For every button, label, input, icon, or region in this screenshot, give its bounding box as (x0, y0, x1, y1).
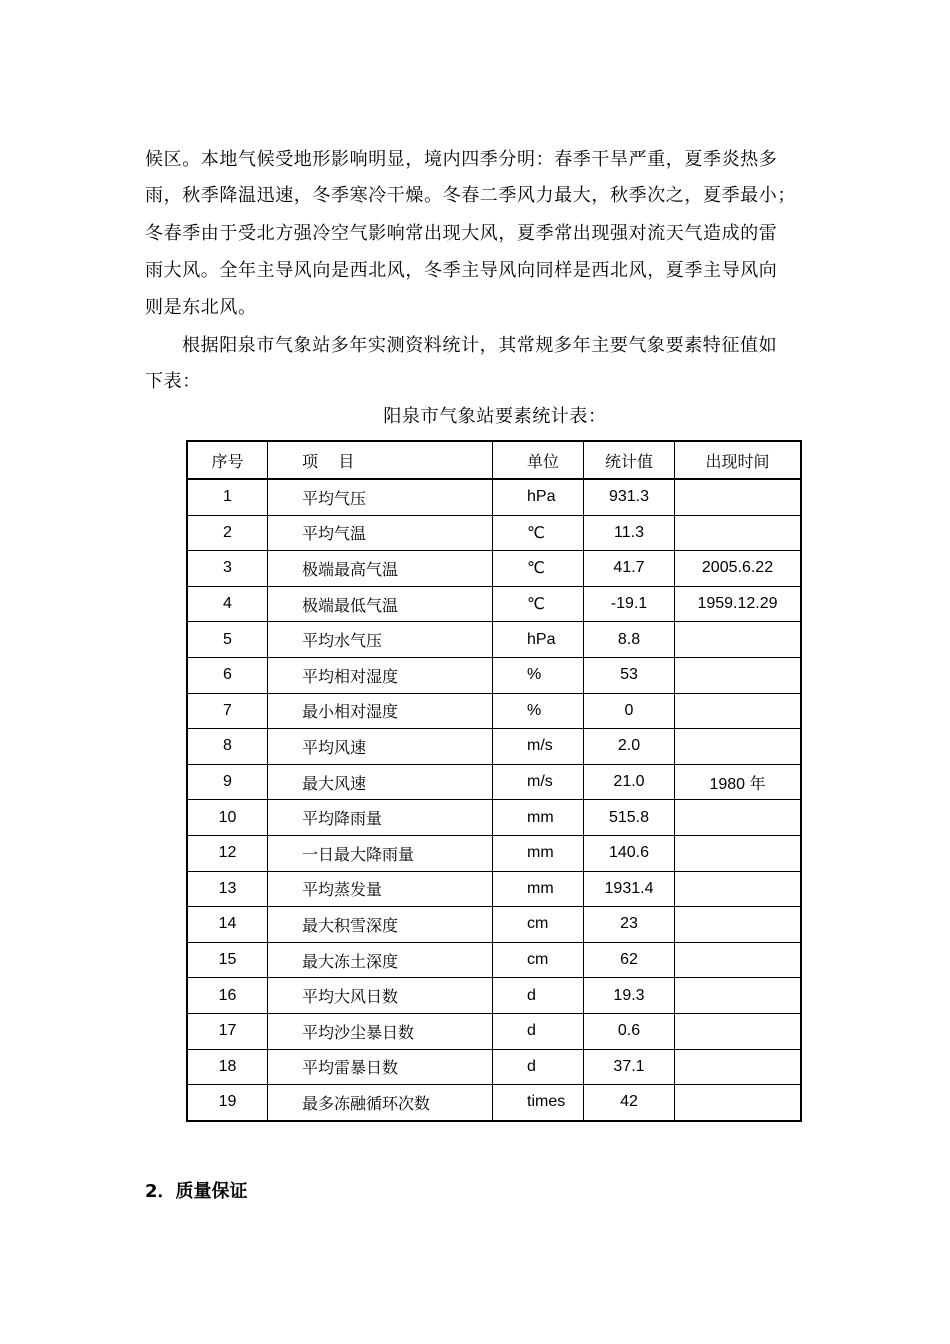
row-value: 140.6 (584, 835, 675, 871)
row-time (675, 657, 802, 693)
row-time (675, 729, 802, 765)
table-row (187, 1013, 801, 1049)
section-heading: 2．质量保证 (145, 1181, 248, 1202)
row-time (675, 978, 802, 1014)
row-value: 42 (584, 1085, 675, 1121)
row-item: 平均降雨量 (268, 800, 493, 836)
table-row (187, 1085, 801, 1121)
row-time (675, 907, 802, 943)
row-time (675, 871, 802, 907)
table-row (187, 942, 801, 978)
row-unit: ℃ (493, 515, 584, 551)
row-time (675, 515, 802, 551)
row-value: 21.0 (584, 764, 675, 800)
row-unit: mm (493, 871, 584, 907)
row-time: 1980 年 (675, 764, 802, 800)
row-item: 平均风速 (268, 729, 493, 765)
table-header-row (187, 441, 801, 479)
row-item: 平均雷暴日数 (268, 1049, 493, 1085)
header-unit: 单位 (493, 441, 584, 479)
row-time (675, 835, 802, 871)
paragraph-line: 则是东北风。 (145, 297, 257, 318)
row-unit: d (493, 1013, 584, 1049)
row-time (675, 622, 802, 658)
table-row (187, 515, 801, 551)
row-unit: d (493, 1049, 584, 1085)
row-value: -19.1 (584, 586, 675, 622)
row-number: 12 (187, 835, 268, 871)
row-item: 平均沙尘暴日数 (268, 1013, 493, 1049)
table-row (187, 657, 801, 693)
table-row (187, 835, 801, 871)
row-value: 53 (584, 657, 675, 693)
row-number: 17 (187, 1013, 268, 1049)
row-unit: % (493, 693, 584, 729)
table-row (187, 479, 801, 515)
row-number: 16 (187, 978, 268, 1014)
paragraph-line: 雨，秋季降温迅速，冬季寒冷干燥。冬春二季风力最大，秋季次之，夏季最小； (145, 185, 796, 206)
row-item: 极端最低气温 (268, 586, 493, 622)
row-item: 最大风速 (268, 764, 493, 800)
row-value: 37.1 (584, 1049, 675, 1085)
row-time (675, 693, 802, 729)
row-unit: m/s (493, 729, 584, 765)
row-number: 1 (187, 479, 268, 515)
row-item: 平均气压 (268, 479, 493, 515)
table-row (187, 729, 801, 765)
row-time (675, 1085, 802, 1121)
row-number: 4 (187, 586, 268, 622)
row-unit: cm (493, 907, 584, 943)
row-item: 平均水气压 (268, 622, 493, 658)
row-value: 62 (584, 942, 675, 978)
statistics-table (186, 440, 802, 1122)
row-unit: ℃ (493, 586, 584, 622)
row-value: 19.3 (584, 978, 675, 1014)
row-time (675, 1013, 802, 1049)
row-value: 23 (584, 907, 675, 943)
row-item: 最小相对湿度 (268, 693, 493, 729)
row-item: 极端最高气温 (268, 551, 493, 587)
row-unit: d (493, 978, 584, 1014)
row-unit: ℃ (493, 551, 584, 587)
row-number: 8 (187, 729, 268, 765)
row-item: 最大冻土深度 (268, 942, 493, 978)
row-unit: mm (493, 800, 584, 836)
header-time: 出现时间 (675, 441, 802, 479)
row-number: 5 (187, 622, 268, 658)
row-unit: hPa (493, 479, 584, 515)
table-row (187, 586, 801, 622)
header-value: 统计值 (584, 441, 675, 479)
paragraph-line: 下表： (145, 371, 201, 392)
row-unit: m/s (493, 764, 584, 800)
row-number: 6 (187, 657, 268, 693)
row-item: 平均蒸发量 (268, 871, 493, 907)
row-item: 平均气温 (268, 515, 493, 551)
row-number: 14 (187, 907, 268, 943)
table-row (187, 693, 801, 729)
table-row (187, 871, 801, 907)
row-value: 931.3 (584, 479, 675, 515)
row-time: 1959.12.29 (675, 586, 802, 622)
row-time (675, 800, 802, 836)
row-unit: mm (493, 835, 584, 871)
row-time (675, 1049, 802, 1085)
row-unit: % (493, 657, 584, 693)
row-unit: cm (493, 942, 584, 978)
table-row (187, 622, 801, 658)
row-number: 15 (187, 942, 268, 978)
table-row (187, 764, 801, 800)
table-row (187, 1049, 801, 1085)
row-item: 一日最大降雨量 (268, 835, 493, 871)
paragraph-line: 冬春季由于受北方强冷空气影响常出现大风，夏季常出现强对流天气造成的雷 (145, 223, 778, 244)
row-value: 515.8 (584, 800, 675, 836)
row-number: 3 (187, 551, 268, 587)
header-item: 项 目 (268, 441, 493, 479)
table-row (187, 551, 801, 587)
paragraph-line: 雨大风。全年主导风向是西北风，冬季主导风向同样是西北风，夏季主导风向 (145, 260, 778, 281)
table-row (187, 800, 801, 836)
row-unit: times (493, 1085, 584, 1121)
row-item: 最多冻融循环次数 (268, 1085, 493, 1121)
row-number: 9 (187, 764, 268, 800)
row-number: 7 (187, 693, 268, 729)
table-row (187, 907, 801, 943)
row-time (675, 942, 802, 978)
row-time (675, 479, 802, 515)
table-row (187, 978, 801, 1014)
row-number: 18 (187, 1049, 268, 1085)
row-value: 2.0 (584, 729, 675, 765)
row-value: 0 (584, 693, 675, 729)
row-value: 11.3 (584, 515, 675, 551)
row-value: 1931.4 (584, 871, 675, 907)
paragraph-line: 根据阳泉市气象站多年实测资料统计，其常规多年主要气象要素特征值如 (182, 335, 778, 356)
row-item: 最大积雪深度 (268, 907, 493, 943)
row-item: 平均大风日数 (268, 978, 493, 1014)
row-item: 平均相对湿度 (268, 657, 493, 693)
row-number: 10 (187, 800, 268, 836)
table-caption: 阳泉市气象站要素统计表： (383, 406, 607, 427)
paragraph-line: 候区。本地气候受地形影响明显，境内四季分明：春季干旱严重，夏季炎热多 (145, 149, 778, 170)
row-number: 2 (187, 515, 268, 551)
row-number: 13 (187, 871, 268, 907)
row-value: 0.6 (584, 1013, 675, 1049)
row-time: 2005.6.22 (675, 551, 802, 587)
row-value: 8.8 (584, 622, 675, 658)
row-value: 41.7 (584, 551, 675, 587)
row-number: 19 (187, 1085, 268, 1121)
header-number: 序号 (187, 441, 268, 479)
row-unit: hPa (493, 622, 584, 658)
